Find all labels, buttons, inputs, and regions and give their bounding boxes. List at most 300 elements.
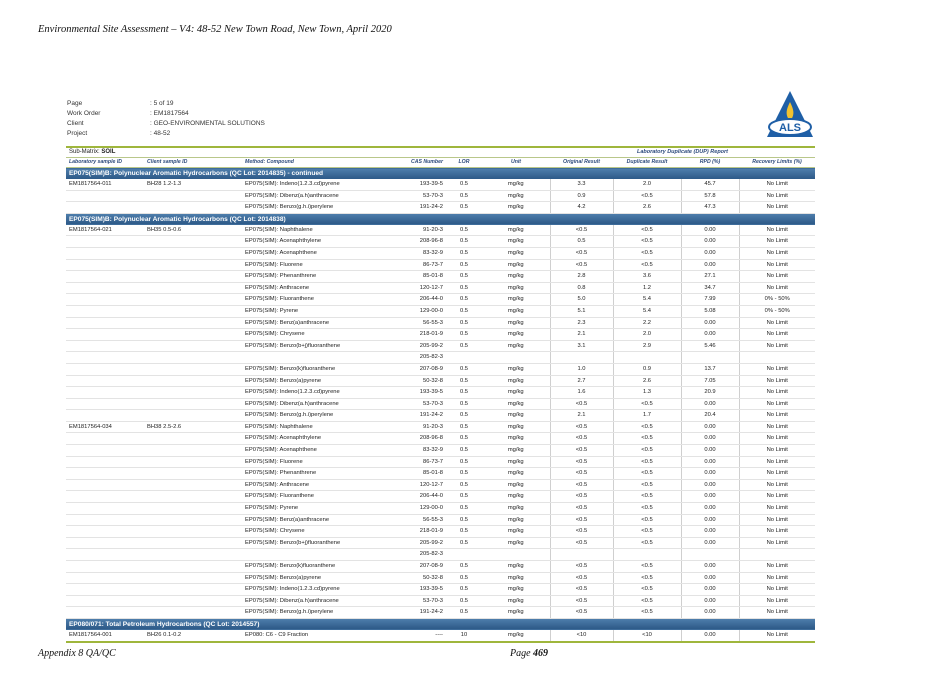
cell-rpd: 34.7 xyxy=(681,282,739,294)
table-row xyxy=(66,375,815,387)
als-logo xyxy=(764,88,816,140)
cell-lab-sample-id: EM1817564-001 xyxy=(66,630,144,642)
cell-original-result: 2.8 xyxy=(550,271,613,283)
cell-method-compound: EP075(SIM): Naphthalene xyxy=(242,225,362,236)
meta-value: : 48-52 xyxy=(150,130,171,137)
cell-lor: 0.5 xyxy=(446,537,482,549)
cell-client-sample-id xyxy=(144,317,242,329)
cell-recovery-limits: No Limit xyxy=(739,607,815,619)
cell-rpd: 0.00 xyxy=(681,491,739,503)
footer-page xyxy=(510,648,548,659)
cell-cas-number: 120-12-7 xyxy=(362,479,446,491)
table-row xyxy=(66,479,815,491)
cell-method-compound: EP075(SIM): Indeno(1.2.3.cd)pyrene xyxy=(242,387,362,399)
cell-rpd: 47.3 xyxy=(681,202,739,214)
table-row xyxy=(66,456,815,468)
table-row xyxy=(66,607,815,619)
cell-lor: 0.5 xyxy=(446,445,482,457)
cell-recovery-limits: No Limit xyxy=(739,398,815,410)
cell-client-sample-id xyxy=(144,468,242,480)
cell-original-result: 2.7 xyxy=(550,375,613,387)
cell-duplicate-result: 2.9 xyxy=(613,340,681,352)
cell-cas-number: 205-99-2 xyxy=(362,340,446,352)
cell-original-result: <0.5 xyxy=(550,247,613,259)
cell-lor xyxy=(446,352,482,364)
cell-method-compound: EP075(SIM): Indeno(1.2.3.cd)pyrene xyxy=(242,179,362,190)
cell-original-result: 1.6 xyxy=(550,387,613,399)
table-row xyxy=(66,410,815,422)
cell-recovery-limits: No Limit xyxy=(739,526,815,538)
cell-original-result: <0.5 xyxy=(550,526,613,538)
cell-lab-sample-id xyxy=(66,572,144,584)
cell-method-compound: EP075(SIM): Benzo(g.h.i)perylene xyxy=(242,410,362,422)
cell-client-sample-id xyxy=(144,503,242,515)
cell-lor: 0.5 xyxy=(446,225,482,236)
cell-lab-sample-id xyxy=(66,561,144,573)
cell-lab-sample-id xyxy=(66,514,144,526)
cell-rpd: 57.8 xyxy=(681,190,739,202)
cell-recovery-limits: No Limit xyxy=(739,259,815,271)
cell-lor: 0.5 xyxy=(446,421,482,433)
cell-client-sample-id xyxy=(144,247,242,259)
table-row xyxy=(66,271,815,283)
col-unit: Unit xyxy=(482,158,550,168)
cell-lab-sample-id xyxy=(66,410,144,422)
cell-unit: mg/kg xyxy=(482,561,550,573)
table-row xyxy=(66,526,815,538)
cell-method-compound: EP075(SIM): Benzo(b+j)fluoranthene xyxy=(242,537,362,549)
footer-page-prefix: Page xyxy=(510,648,531,659)
cell-lab-sample-id xyxy=(66,271,144,283)
cell-lor: 0.5 xyxy=(446,236,482,248)
cell-unit: mg/kg xyxy=(482,433,550,445)
cell-rpd: 0.00 xyxy=(681,421,739,433)
table-row xyxy=(66,352,815,364)
cell-rpd: 0.00 xyxy=(681,247,739,259)
cell-original-result: <0.5 xyxy=(550,491,613,503)
cell-recovery-limits xyxy=(739,352,815,364)
cell-client-sample-id xyxy=(144,445,242,457)
cell-lab-sample-id xyxy=(66,340,144,352)
cell-lor: 0.5 xyxy=(446,305,482,317)
submatrix-value: SOIL xyxy=(101,149,116,155)
cell-cas-number: 191-24-2 xyxy=(362,410,446,422)
cell-lab-sample-id xyxy=(66,202,144,214)
cell-rpd: 13.7 xyxy=(681,363,739,375)
cell-duplicate-result: <0.5 xyxy=(613,247,681,259)
cell-lab-sample-id xyxy=(66,549,144,561)
cell-cas-number: 50-32-8 xyxy=(362,375,446,387)
cell-lab-sample-id xyxy=(66,387,144,399)
cell-method-compound: EP075(SIM): Benzo(a)pyrene xyxy=(242,572,362,584)
cell-rpd: 5.46 xyxy=(681,340,739,352)
meta-row xyxy=(67,119,265,129)
cell-client-sample-id: BH38 2.5-2.6 xyxy=(144,421,242,433)
cell-lor: 0.5 xyxy=(446,584,482,596)
cell-duplicate-result: <0.5 xyxy=(613,491,681,503)
cell-lor: 0.5 xyxy=(446,340,482,352)
cell-client-sample-id xyxy=(144,236,242,248)
cell-lor: 0.5 xyxy=(446,468,482,480)
cell-rpd: 0.00 xyxy=(681,630,739,642)
table-row xyxy=(66,445,815,457)
cell-lab-sample-id xyxy=(66,352,144,364)
table-row xyxy=(66,317,815,329)
cell-original-result: 4.2 xyxy=(550,202,613,214)
cell-recovery-limits: No Limit xyxy=(739,445,815,457)
cell-rpd: 0.00 xyxy=(681,456,739,468)
cell-duplicate-result: <0.5 xyxy=(613,456,681,468)
cell-unit: mg/kg xyxy=(482,259,550,271)
cell-method-compound: EP075(SIM): Dibenz(a.h)anthracene xyxy=(242,190,362,202)
cell-method-compound: EP075(SIM): Pyrene xyxy=(242,503,362,515)
meta-row xyxy=(67,129,265,139)
cell-rpd: 45.7 xyxy=(681,179,739,190)
cell-method-compound: EP075(SIM): Benz(a)anthracene xyxy=(242,317,362,329)
cell-lor: 0.5 xyxy=(446,317,482,329)
cell-rpd: 0.00 xyxy=(681,445,739,457)
cell-lor: 0.5 xyxy=(446,503,482,515)
table-row xyxy=(66,514,815,526)
document-header-title: Environmental Site Assessment – V4: 48-52 New Town Road, New Town, April 2020 xyxy=(38,24,392,35)
table-row xyxy=(66,549,815,561)
cell-client-sample-id xyxy=(144,479,242,491)
cell-original-result: <0.5 xyxy=(550,259,613,271)
cell-original-result: <0.5 xyxy=(550,398,613,410)
cell-method-compound: EP075(SIM): Acenaphthylene xyxy=(242,433,362,445)
cell-client-sample-id xyxy=(144,572,242,584)
cell-cas-number: 85-01-8 xyxy=(362,271,446,283)
table-row xyxy=(66,503,815,515)
cell-lor: 0.5 xyxy=(446,329,482,341)
cell-method-compound: EP075(SIM): Benz(a)anthracene xyxy=(242,514,362,526)
submatrix-row xyxy=(66,148,815,158)
cell-unit: mg/kg xyxy=(482,375,550,387)
cell-unit: mg/kg xyxy=(482,468,550,480)
cell-client-sample-id xyxy=(144,352,242,364)
cell-client-sample-id xyxy=(144,537,242,549)
cell-rpd: 0.00 xyxy=(681,514,739,526)
cell-unit xyxy=(482,352,550,364)
meta-label: Client xyxy=(67,120,84,127)
cell-recovery-limits: No Limit xyxy=(739,329,815,341)
cell-cas-number: 91-20-3 xyxy=(362,421,446,433)
cell-cas-number: ---- xyxy=(362,630,446,642)
cell-unit: mg/kg xyxy=(482,630,550,642)
cell-method-compound: EP075(SIM): Benzo(b+j)fluoranthene xyxy=(242,340,362,352)
cell-recovery-limits: No Limit xyxy=(739,282,815,294)
cell-lab-sample-id xyxy=(66,445,144,457)
meta-row xyxy=(67,99,265,109)
cell-method-compound: EP075(SIM): Indeno(1.2.3.cd)pyrene xyxy=(242,584,362,596)
cell-recovery-limits: No Limit xyxy=(739,595,815,607)
cell-method-compound: EP075(SIM): Pyrene xyxy=(242,305,362,317)
cell-original-result: 2.1 xyxy=(550,410,613,422)
cell-lor: 0.5 xyxy=(446,572,482,584)
cell-lab-sample-id: EM1817564-034 xyxy=(66,421,144,433)
cell-recovery-limits: No Limit xyxy=(739,584,815,596)
table-row xyxy=(66,584,815,596)
cell-original-result: 0.8 xyxy=(550,282,613,294)
cell-method-compound: EP075(SIM): Chrysene xyxy=(242,526,362,538)
cell-rpd: 0.00 xyxy=(681,433,739,445)
cell-unit: mg/kg xyxy=(482,340,550,352)
cell-duplicate-result: <0.5 xyxy=(613,259,681,271)
cell-method-compound: EP080: C6 - C9 Fraction xyxy=(242,630,362,642)
cell-lab-sample-id xyxy=(66,537,144,549)
table-row xyxy=(66,398,815,410)
cell-unit: mg/kg xyxy=(482,179,550,190)
cell-client-sample-id xyxy=(144,491,242,503)
cell-rpd: 7.99 xyxy=(681,294,739,306)
cell-method-compound: EP075(SIM): Benzo(k)fluoranthene xyxy=(242,363,362,375)
table-row xyxy=(66,190,815,202)
cell-unit: mg/kg xyxy=(482,317,550,329)
table-row xyxy=(66,179,815,190)
cell-duplicate-result: <0.5 xyxy=(613,584,681,596)
cell-recovery-limits: No Limit xyxy=(739,410,815,422)
table-row xyxy=(66,572,815,584)
cell-recovery-limits xyxy=(739,549,815,561)
table-row xyxy=(66,491,815,503)
duplicate-report-table-wrap xyxy=(66,146,815,643)
cell-client-sample-id: BH26 0.1-0.2 xyxy=(144,630,242,642)
cell-duplicate-result: 1.7 xyxy=(613,410,681,422)
cell-unit: mg/kg xyxy=(482,329,550,341)
table-row xyxy=(66,421,815,433)
cell-duplicate-result: <0.5 xyxy=(613,503,681,515)
cell-cas-number: 191-24-2 xyxy=(362,607,446,619)
cell-duplicate-result: <0.5 xyxy=(613,572,681,584)
cell-duplicate-result xyxy=(613,352,681,364)
cell-original-result: <0.5 xyxy=(550,479,613,491)
cell-duplicate-result: <0.5 xyxy=(613,561,681,573)
cell-unit: mg/kg xyxy=(482,305,550,317)
cell-unit: mg/kg xyxy=(482,294,550,306)
cell-client-sample-id xyxy=(144,456,242,468)
cell-lab-sample-id xyxy=(66,317,144,329)
cell-method-compound: EP075(SIM): Anthracene xyxy=(242,479,362,491)
cell-duplicate-result: <0.5 xyxy=(613,433,681,445)
cell-recovery-limits: 0% - 50% xyxy=(739,305,815,317)
cell-lab-sample-id xyxy=(66,491,144,503)
cell-unit: mg/kg xyxy=(482,387,550,399)
cell-lor: 0.5 xyxy=(446,247,482,259)
section-header-row xyxy=(66,213,815,225)
cell-lab-sample-id: EM1817564-011 xyxy=(66,179,144,190)
cell-original-result: <10 xyxy=(550,630,613,642)
cell-lab-sample-id xyxy=(66,595,144,607)
cell-lor: 0.5 xyxy=(446,294,482,306)
cell-unit: mg/kg xyxy=(482,271,550,283)
cell-duplicate-result: 2.0 xyxy=(613,179,681,190)
table-row xyxy=(66,259,815,271)
cell-lab-sample-id xyxy=(66,584,144,596)
cell-duplicate-result: <0.5 xyxy=(613,607,681,619)
cell-unit: mg/kg xyxy=(482,479,550,491)
cell-rpd: 0.00 xyxy=(681,259,739,271)
cell-original-result xyxy=(550,352,613,364)
cell-rpd xyxy=(681,352,739,364)
cell-rpd: 20.4 xyxy=(681,410,739,422)
cell-method-compound: EP075(SIM): Benzo(g.h.i)perylene xyxy=(242,202,362,214)
cell-unit: mg/kg xyxy=(482,572,550,584)
cell-rpd: 0.00 xyxy=(681,468,739,480)
cell-duplicate-result: 2.6 xyxy=(613,202,681,214)
cell-client-sample-id xyxy=(144,595,242,607)
col-lor: LOR xyxy=(446,158,482,168)
meta-value: : GEO-ENVIRONMENTAL SOLUTIONS xyxy=(150,120,265,127)
cell-cas-number: 56-55-3 xyxy=(362,514,446,526)
cell-cas-number: 86-73-7 xyxy=(362,456,446,468)
cell-client-sample-id xyxy=(144,584,242,596)
cell-method-compound: EP075(SIM): Fluoranthene xyxy=(242,491,362,503)
cell-original-result: <0.5 xyxy=(550,595,613,607)
cell-rpd: 7.05 xyxy=(681,375,739,387)
cell-lor: 0.5 xyxy=(446,398,482,410)
cell-client-sample-id xyxy=(144,363,242,375)
cell-original-result: <0.5 xyxy=(550,225,613,236)
cell-lab-sample-id xyxy=(66,247,144,259)
cell-client-sample-id xyxy=(144,375,242,387)
cell-lor: 0.5 xyxy=(446,491,482,503)
cell-client-sample-id xyxy=(144,410,242,422)
cell-rpd: 0.00 xyxy=(681,317,739,329)
cell-duplicate-result: <0.5 xyxy=(613,479,681,491)
cell-unit: mg/kg xyxy=(482,514,550,526)
cell-lor: 0.5 xyxy=(446,456,482,468)
cell-duplicate-result: <0.5 xyxy=(613,225,681,236)
cell-cas-number: 86-73-7 xyxy=(362,259,446,271)
table-row xyxy=(66,468,815,480)
table-row xyxy=(66,236,815,248)
cell-unit: mg/kg xyxy=(482,595,550,607)
cell-recovery-limits: 0% - 50% xyxy=(739,294,815,306)
cell-recovery-limits: No Limit xyxy=(739,317,815,329)
cell-unit: mg/kg xyxy=(482,503,550,515)
cell-recovery-limits: No Limit xyxy=(739,468,815,480)
cell-rpd: 0.00 xyxy=(681,607,739,619)
table-row xyxy=(66,595,815,607)
section-header-row xyxy=(66,618,815,630)
cell-lab-sample-id xyxy=(66,294,144,306)
cell-lor: 0.5 xyxy=(446,479,482,491)
cell-unit: mg/kg xyxy=(482,225,550,236)
cell-client-sample-id xyxy=(144,202,242,214)
cell-lor: 0.5 xyxy=(446,387,482,399)
cell-cas-number: 191-24-2 xyxy=(362,202,446,214)
table-row xyxy=(66,387,815,399)
cell-method-compound: EP075(SIM): Acenaphthylene xyxy=(242,236,362,248)
cell-recovery-limits: No Limit xyxy=(739,363,815,375)
cell-recovery-limits: No Limit xyxy=(739,225,815,236)
cell-lor: 0.5 xyxy=(446,375,482,387)
table-row xyxy=(66,282,815,294)
cell-unit: mg/kg xyxy=(482,282,550,294)
cell-unit: mg/kg xyxy=(482,526,550,538)
cell-cas-number: 193-39-5 xyxy=(362,584,446,596)
cell-cas-number: 218-01-9 xyxy=(362,526,446,538)
cell-unit: mg/kg xyxy=(482,491,550,503)
cell-client-sample-id xyxy=(144,607,242,619)
table-row xyxy=(66,340,815,352)
table-row xyxy=(66,561,815,573)
table-bottom-rule xyxy=(66,642,815,643)
section-title: EP080/071: Total Petroleum Hydrocarbons (QC Lot: 2014557) xyxy=(66,618,815,630)
cell-cas-number: 193-39-5 xyxy=(362,387,446,399)
cell-lor: 0.5 xyxy=(446,190,482,202)
cell-lor: 0.5 xyxy=(446,595,482,607)
table-row xyxy=(66,202,815,214)
cell-unit: mg/kg xyxy=(482,584,550,596)
cell-lab-sample-id xyxy=(66,503,144,515)
cell-duplicate-result: <0.5 xyxy=(613,445,681,457)
cell-lab-sample-id xyxy=(66,375,144,387)
cell-rpd: 0.00 xyxy=(681,503,739,515)
col-cas-number: CAS Number xyxy=(362,158,446,168)
cell-lab-sample-id xyxy=(66,433,144,445)
cell-lab-sample-id xyxy=(66,190,144,202)
cell-lab-sample-id xyxy=(66,363,144,375)
col-duplicate-result: Duplicate Result xyxy=(613,158,681,168)
cell-rpd xyxy=(681,549,739,561)
cell-method-compound: EP075(SIM): Chrysene xyxy=(242,329,362,341)
col-method-compound: Method: Compound xyxy=(242,158,362,168)
table-row xyxy=(66,537,815,549)
cell-cas-number: 53-70-3 xyxy=(362,190,446,202)
cell-cas-number: 53-70-3 xyxy=(362,595,446,607)
cell-cas-number: 193-39-5 xyxy=(362,179,446,190)
cell-lor: 0.5 xyxy=(446,410,482,422)
cell-client-sample-id xyxy=(144,387,242,399)
cell-client-sample-id xyxy=(144,271,242,283)
cell-original-result: 5.0 xyxy=(550,294,613,306)
meta-value: : EM1817564 xyxy=(150,110,189,117)
meta-row xyxy=(67,109,265,119)
cell-original-result: <0.5 xyxy=(550,561,613,573)
cell-client-sample-id xyxy=(144,340,242,352)
cell-unit: mg/kg xyxy=(482,456,550,468)
cell-rpd: 0.00 xyxy=(681,537,739,549)
cell-original-result xyxy=(550,549,613,561)
cell-original-result: 5.1 xyxy=(550,305,613,317)
logo-text: ALS xyxy=(779,122,801,134)
cell-client-sample-id: BH28 1.2-1.3 xyxy=(144,179,242,190)
cell-method-compound xyxy=(242,549,362,561)
column-header-row xyxy=(66,158,815,168)
cell-lor xyxy=(446,549,482,561)
cell-cas-number: 207-08-9 xyxy=(362,363,446,375)
cell-unit: mg/kg xyxy=(482,398,550,410)
cell-method-compound: EP075(SIM): Benzo(a)pyrene xyxy=(242,375,362,387)
cell-lab-sample-id xyxy=(66,456,144,468)
section-header-row xyxy=(66,168,815,180)
cell-unit: mg/kg xyxy=(482,202,550,214)
section-title: EP075(SIM)B: Polynuclear Aromatic Hydrocarbons (QC Lot: 2014838) xyxy=(66,213,815,225)
section-title: EP075(SIM)B: Polynuclear Aromatic Hydrocarbons (QC Lot: 2014835) - continued xyxy=(66,168,815,180)
cell-cas-number: 218-01-9 xyxy=(362,329,446,341)
cell-method-compound: EP075(SIM): Benzo(g.h.i)perylene xyxy=(242,607,362,619)
cell-duplicate-result: 0.9 xyxy=(613,363,681,375)
cell-method-compound: EP075(SIM): Fluorene xyxy=(242,456,362,468)
cell-recovery-limits: No Limit xyxy=(739,456,815,468)
cell-original-result: <0.5 xyxy=(550,572,613,584)
cell-cas-number: 208-96-8 xyxy=(362,433,446,445)
cell-client-sample-id xyxy=(144,514,242,526)
cell-duplicate-result: <0.5 xyxy=(613,537,681,549)
meta-label: Work Order xyxy=(67,110,101,117)
cell-recovery-limits: No Limit xyxy=(739,247,815,259)
